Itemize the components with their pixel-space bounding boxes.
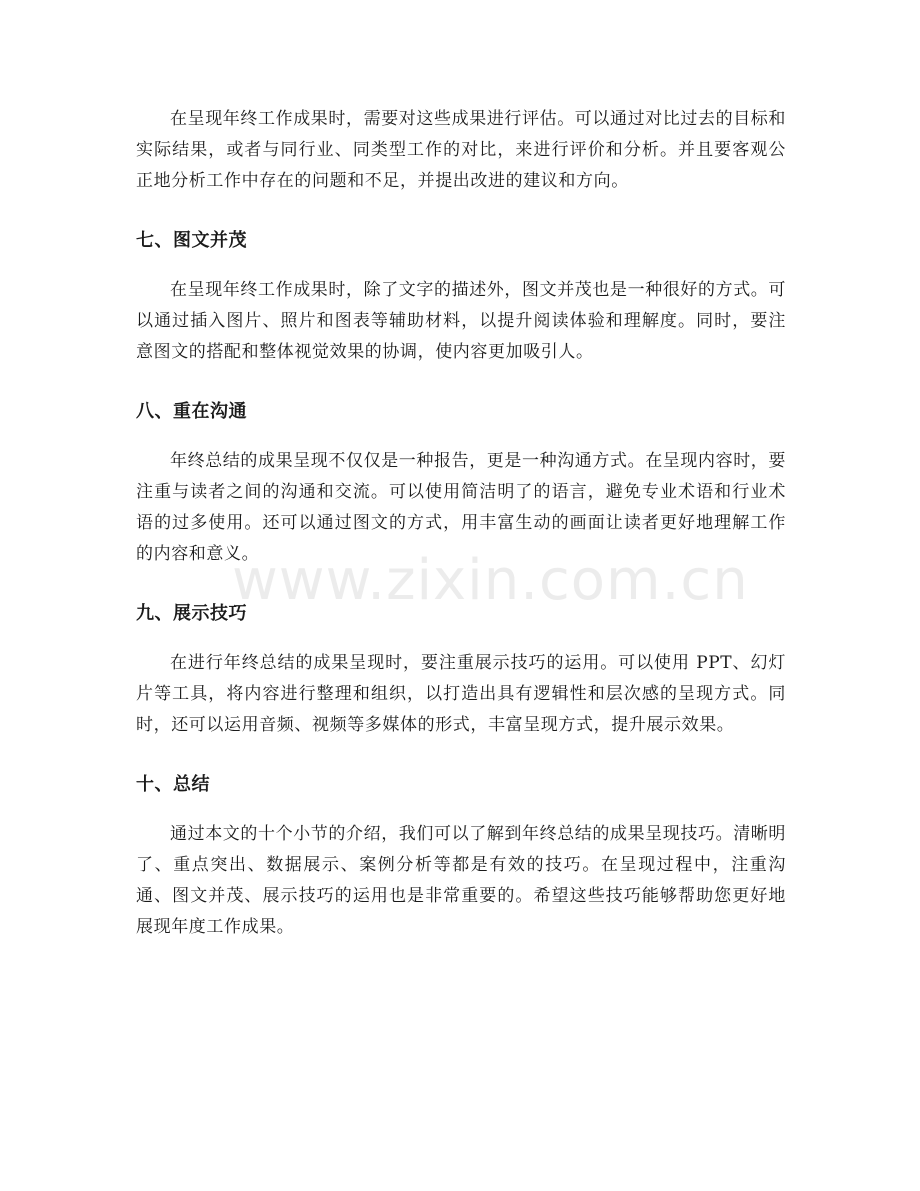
heading-section-9: 九、展示技巧 xyxy=(136,603,247,624)
paragraph-section-9: 在进行年终总结的成果呈现时，要注重展示技巧的运用。可以使用 PPT、幻灯片等工具，将内容进行整理和组织，以打造出具有逻辑性和层次感的呈现方式。同时，还可以运用音频、视频等多媒体的形式，丰富呈现方式，提升展示效果。 xyxy=(136,653,786,735)
paragraph-section-8: 年终总结的成果呈现不仅仅是一种报告，更是一种沟通方式。在呈现内容时，要注重与读者之间的沟通和交流。可以使用简洁明了的语言，避免专业术语和行业术语的过多使用。还可以通过图文的方式，用丰富生动的画面让读者更好地理解工作的内容和意义。 xyxy=(136,451,786,564)
paragraph-section-7: 在呈现年终工作成果时，除了文字的描述外，图文并茂也是一种很好的方式。可以通过插入图片、照片和图表等辅助材料，以提升阅读体验和理解度。同时，要注意图文的搭配和整体视觉效果的协调，使内容更加吸引人。 xyxy=(136,280,786,362)
heading-section-8: 八、重在沟通 xyxy=(136,401,247,422)
heading-section-7: 七、图文并茂 xyxy=(136,230,247,251)
watermark: www.zixin.com.cn xyxy=(232,548,749,613)
heading-section-10: 十、总结 xyxy=(136,774,210,795)
paragraph-section-10: 通过本文的十个小节的介绍，我们可以了解到年终总结的成果呈现技巧。清晰明了、重点突出、数据展示、案例分析等都是有效的技巧。在呈现过程中，注重沟通、图文并茂、展示技巧的运用也是非常重要的。希望这些技巧能够帮助您更好地展现年度工作成果。 xyxy=(136,824,786,937)
paragraph-evaluation: 在呈现年终工作成果时，需要对这些成果进行评估。可以通过对比过去的目标和实际结果，或者与同行业、同类型工作的对比，来进行评价和分析。并且要客观公正地分析工作中存在的问题和不足，并提出改进的建议和方向。 xyxy=(136,109,786,191)
document-body xyxy=(136,104,786,943)
